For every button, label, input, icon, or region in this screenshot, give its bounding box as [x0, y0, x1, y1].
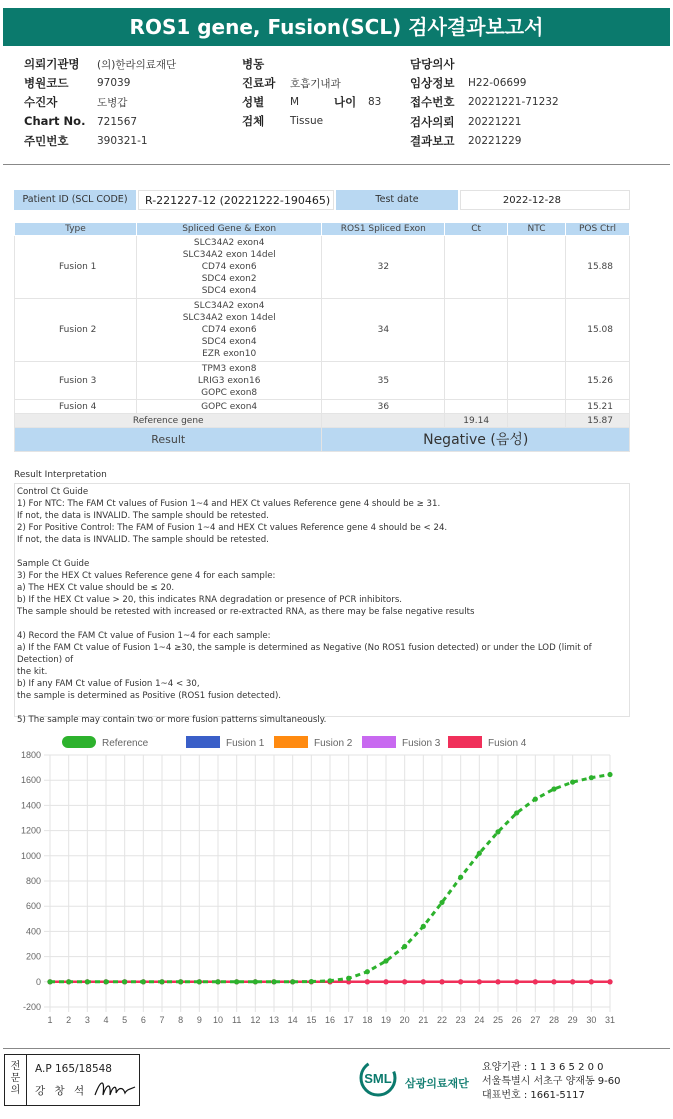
doctor-name: 강 창 석: [35, 1085, 88, 1097]
interpretation-line: a) If the FAM Ct value of Fusion 1~4 ≥30, the sample is determined as Negative (No ROS1 fusion detected) or under the LOD (limit of Detection) of: [17, 643, 592, 665]
x-tick-label: 28: [548, 1015, 560, 1025]
fusion-type: Fusion 3: [15, 362, 137, 400]
x-tick-label: 10: [212, 1015, 224, 1025]
y-tick-label: 1000: [20, 850, 41, 861]
data-point: [85, 979, 90, 984]
patient-id-bar: [14, 190, 630, 210]
info-value: M: [290, 96, 300, 108]
organization-name: 삼광의료재단: [405, 1077, 469, 1090]
test-date-label: Test date: [336, 190, 458, 210]
y-tick-label: 0: [35, 976, 41, 987]
x-tick-label: 27: [530, 1015, 541, 1025]
report-title: ROS1 gene, Fusion(SCL) 검사결과보고서: [3, 8, 670, 46]
y-tick-label: 1600: [20, 775, 41, 786]
info-value: 20221221: [468, 116, 522, 128]
data-point: [477, 979, 482, 984]
fusion-type: Fusion 2: [15, 299, 137, 362]
interpretation-line: If not, the data is INVALID. The sample should be retested.: [17, 535, 269, 545]
reference-ct: 19.14: [445, 414, 508, 428]
gene-line: LRIG3 exon16: [197, 375, 261, 386]
data-point: [402, 944, 407, 949]
interpretation-line: Control Ct Guide: [17, 487, 89, 497]
ros1-exon: 36: [322, 400, 445, 414]
info-row: [242, 56, 264, 72]
data-point: [290, 979, 295, 984]
data-point: [570, 779, 575, 784]
info-label: 의뢰기관명: [24, 57, 80, 71]
table-row: [15, 299, 630, 362]
x-tick-label: 15: [306, 1015, 317, 1025]
info-row: [410, 75, 454, 91]
data-point: [197, 979, 202, 984]
data-point: [66, 979, 71, 984]
data-point: [215, 979, 220, 984]
table-row: [15, 400, 630, 414]
spliced-genes: [136, 299, 322, 362]
address-line: 서울특별시 서초구 양재동 9-60: [482, 1076, 621, 1087]
data-point: [533, 797, 538, 802]
y-tick-label: 600: [25, 901, 41, 912]
x-tick-label: 6: [140, 1015, 146, 1025]
spliced-genes: [136, 400, 322, 414]
x-tick-label: 19: [380, 1015, 392, 1025]
test-date-value: 2022-12-28: [460, 190, 630, 210]
info-value: [290, 95, 299, 108]
data-point: [607, 772, 612, 777]
interpretation-line: [17, 618, 627, 630]
y-tick-label: 200: [25, 951, 41, 962]
info-label: 주민번호: [24, 134, 69, 148]
info-label: 검사의뢰: [410, 115, 455, 129]
data-point: [159, 979, 164, 984]
data-point: [607, 979, 612, 984]
y-tick-label: -200: [22, 1002, 41, 1012]
ct-value: [445, 299, 508, 362]
gene-line: GOPC exon4: [201, 401, 258, 412]
info-row: [24, 75, 68, 91]
info-row: [24, 94, 57, 110]
x-tick-label: 4: [103, 1015, 109, 1025]
interpretation-line: the kit.: [17, 667, 48, 677]
interpretation-line: 1) For NTC: The FAM Ct values of Fusion 1~4 and HEX Ct values Reference gene 4 should be ≥ 31.: [17, 499, 441, 509]
y-tick-label: 1800: [20, 750, 41, 760]
data-point: [477, 851, 482, 856]
data-point: [402, 979, 407, 984]
legend-label: Fusion 3: [402, 738, 441, 749]
ntc-value: [508, 362, 566, 400]
ros1-exon: 35: [322, 362, 445, 400]
info-label: 성별: [242, 95, 265, 109]
info-row: [410, 56, 454, 72]
info-row: [410, 94, 454, 110]
reference-ntc: [508, 414, 566, 428]
data-point: [570, 979, 575, 984]
y-tick-label: 800: [25, 876, 41, 886]
data-point: [533, 979, 538, 984]
data-point: [122, 979, 127, 984]
gene-line: CD74 exon6: [201, 325, 257, 335]
x-tick-label: 8: [178, 1015, 184, 1025]
info-value: [97, 95, 127, 110]
info-value: H22-06699: [468, 77, 527, 89]
interpretation-title: Result Interpretation: [14, 470, 107, 480]
interpretation-line: b) If any FAM Ct value of Fusion 1~4 < 30,: [17, 679, 200, 689]
info-value: 도병갑: [97, 97, 128, 109]
fusion-type: Fusion 4: [15, 400, 137, 414]
info-label: 결과보고: [410, 134, 455, 148]
signature-mark: [93, 1077, 137, 1101]
patient-id-label: Patient ID (SCL CODE): [14, 190, 136, 210]
results-table: [14, 222, 630, 452]
x-tick-label: 7: [159, 1015, 165, 1025]
legend-label: Reference: [102, 738, 149, 749]
ntc-value: [508, 299, 566, 362]
table-header-row: [15, 223, 630, 236]
gene-line: GOPC exon8: [201, 387, 258, 398]
specialist-char: 문: [10, 1073, 21, 1084]
data-point: [495, 829, 500, 834]
interpretation-box: [14, 483, 630, 725]
x-tick-label: 5: [122, 1015, 128, 1025]
interpretation-line: 3) For the HEX Ct values Reference gene 4 for each sample:: [17, 571, 276, 581]
info-label: 검체: [242, 114, 265, 128]
x-tick-label: 11: [231, 1015, 242, 1025]
interpretation-line: 2) For Positive Control: The FAM of Fusion 1~4 and HEX Ct values Reference gene 4 should be < 24.: [17, 523, 448, 533]
reference-pos: 15.87: [566, 414, 630, 428]
x-tick-label: 21: [418, 1015, 429, 1025]
legend-swatch: [448, 736, 482, 748]
ap-number: A.P 165/18548: [35, 1063, 112, 1075]
reference-label: Reference gene: [15, 414, 322, 428]
info-value: [468, 115, 521, 128]
data-point: [365, 979, 370, 984]
info-label: 병원코드: [24, 76, 69, 90]
data-point: [383, 958, 388, 963]
info-value: 호흡기내과: [290, 78, 341, 90]
pos-ctrl-value: 15.26: [566, 362, 630, 400]
x-tick-label: 29: [567, 1015, 578, 1025]
ct-value: [445, 400, 508, 414]
specialist-char: 의: [10, 1085, 21, 1096]
info-row: [242, 94, 264, 110]
data-point: [327, 978, 332, 983]
data-point: [309, 979, 314, 984]
age-label: 나이: [334, 95, 357, 109]
ros1-exon: 34: [322, 299, 445, 362]
patient-id-value: R-221227-12 (20221222-190465): [138, 190, 334, 210]
info-row: [410, 114, 454, 130]
reference-exon: [322, 414, 445, 428]
data-point: [141, 979, 146, 984]
ntc-value: [508, 236, 566, 299]
x-tick-label: 3: [84, 1015, 90, 1025]
info-value: 390321-1: [97, 135, 148, 147]
info-value: [97, 76, 130, 89]
x-tick-label: 24: [474, 1015, 485, 1025]
info-row: [242, 75, 275, 91]
data-point: [47, 979, 52, 984]
data-point: [589, 979, 594, 984]
organization-address: [482, 1061, 621, 1103]
ct-value: [445, 236, 508, 299]
data-point: [439, 979, 444, 984]
specialist-char: 전: [10, 1061, 21, 1072]
pos-ctrl-value: 15.88: [566, 236, 630, 299]
info-value: 20221229: [468, 135, 522, 147]
info-value: [468, 95, 559, 108]
info-value: (의)한라의료재단: [97, 59, 177, 71]
gene-line: EZR exon10: [202, 349, 257, 359]
address-line: 요양기관 : 1 1 3 6 5 2 0 0: [482, 1062, 604, 1073]
gene-line: SLC34A2 exon 14del: [182, 250, 276, 260]
data-point: [551, 786, 556, 791]
y-tick-label: 1400: [20, 800, 41, 811]
sml-logo: [356, 1058, 404, 1100]
data-point: [103, 979, 108, 984]
data-point: [234, 979, 239, 984]
interpretation-line: The sample should be retested with increased or re-extracted RNA, as there may be false negative results: [17, 607, 475, 617]
x-tick-label: 16: [324, 1015, 336, 1025]
ntc-value: [508, 400, 566, 414]
info-row: [24, 133, 68, 149]
data-point: [421, 924, 426, 929]
x-tick-label: 30: [586, 1015, 597, 1025]
info-value: Tissue: [290, 115, 324, 127]
column-header: Type: [15, 223, 137, 236]
data-point: [458, 979, 463, 984]
data-point: [551, 979, 556, 984]
patient-info-block: [24, 56, 664, 152]
gene-line: SLC34A2 exon 14del: [182, 313, 276, 323]
info-label: 진료과: [242, 76, 276, 90]
header-divider: [3, 164, 670, 165]
info-value: 721567: [97, 116, 138, 128]
info-value: [290, 114, 323, 127]
info-value: 97039: [97, 77, 131, 89]
reference-row: [15, 414, 630, 428]
amplification-chart: [0, 728, 673, 1038]
ct-value: [445, 362, 508, 400]
result-label: Result: [15, 428, 322, 452]
info-label: Chart No.: [24, 114, 86, 128]
pos-ctrl-value: 15.21: [566, 400, 630, 414]
info-value: [97, 57, 176, 72]
info-label: 수진자: [24, 95, 58, 109]
data-point: [495, 979, 500, 984]
gene-line: SDC4 exon4: [201, 337, 257, 347]
info-row: [242, 113, 264, 129]
gene-line: SDC4 exon2: [201, 274, 257, 284]
legend-swatch: [274, 736, 308, 748]
legend-label: Fusion 1: [226, 738, 265, 749]
x-tick-label: 1: [47, 1015, 53, 1025]
ros1-exon: 32: [322, 236, 445, 299]
info-label: 병동: [242, 57, 265, 71]
x-tick-label: 18: [362, 1015, 373, 1025]
column-header: POS Ctrl: [566, 223, 630, 236]
x-tick-label: 17: [343, 1015, 354, 1025]
info-row: [410, 133, 454, 149]
gene-line: SLC34A2 exon4: [193, 301, 265, 311]
gene-line: SDC4 exon4: [201, 286, 257, 296]
x-tick-label: 31: [604, 1015, 616, 1025]
column-header: Ct: [445, 223, 508, 236]
info-value: [468, 134, 521, 147]
gene-line: TPM3 exon8: [201, 363, 257, 374]
fusion-type: Fusion 1: [15, 236, 137, 299]
interpretation-line: Sample Ct Guide: [17, 559, 90, 569]
table-row: [15, 236, 630, 299]
x-tick-label: 2: [66, 1015, 72, 1025]
y-tick-label: 400: [25, 926, 41, 937]
data-point: [439, 900, 444, 905]
data-point: [253, 979, 258, 984]
x-tick-label: 12: [250, 1015, 261, 1025]
info-value: [290, 76, 341, 91]
data-point: [458, 875, 463, 880]
specialist-label: [5, 1055, 27, 1105]
data-point: [346, 976, 351, 981]
legend-label: Fusion 4: [488, 738, 527, 749]
result-value: Negative (음성): [322, 428, 630, 452]
column-header: Spliced Gene & Exon: [136, 223, 322, 236]
interpretation-line: 5) The sample may contain two or more fusion patterns simultaneously.: [17, 715, 327, 725]
interpretation-line: If not, the data is INVALID. The sample should be retested.: [17, 511, 269, 521]
interpretation-line: a) The HEX Ct value should be ≤ 20.: [17, 583, 175, 593]
data-point: [178, 979, 183, 984]
info-label: 담당의사: [410, 57, 455, 71]
x-tick-label: 13: [268, 1015, 280, 1025]
info-value: [97, 134, 148, 147]
spliced-genes: [136, 362, 322, 400]
data-point: [514, 810, 519, 815]
info-row: [24, 56, 80, 72]
spliced-genes: [136, 236, 322, 299]
info-value: 20221221-71232: [468, 96, 559, 108]
info-label: 접수번호: [410, 95, 455, 109]
gene-line: SLC34A2 exon4: [193, 238, 265, 248]
interpretation-line: 4) Record the FAM Ct value of Fusion 1~4 for each sample:: [17, 631, 271, 641]
interpretation-line: the sample is determined as Positive (ROS1 fusion detected).: [17, 691, 282, 701]
gene-line: CD74 exon6: [201, 262, 257, 272]
x-tick-label: 26: [511, 1015, 522, 1025]
x-tick-label: 20: [399, 1015, 410, 1025]
legend-label: Fusion 2: [314, 738, 353, 749]
info-row: [24, 114, 85, 128]
x-tick-label: 25: [492, 1015, 504, 1025]
x-tick-label: 9: [196, 1015, 202, 1025]
column-header: ROS1 Spliced Exon: [322, 223, 445, 236]
legend-swatch: [362, 736, 396, 748]
signature-box: [4, 1054, 140, 1106]
info-value: [97, 115, 137, 128]
pos-ctrl-value: 15.08: [566, 299, 630, 362]
result-row: [15, 428, 630, 452]
info-value: [468, 76, 526, 89]
data-point: [514, 979, 519, 984]
column-header: NTC: [508, 223, 566, 236]
x-tick-label: 22: [436, 1015, 448, 1025]
legend-swatch: [62, 736, 96, 748]
interpretation-line: [17, 702, 627, 714]
data-point: [271, 979, 276, 984]
x-tick-label: 14: [287, 1015, 298, 1025]
data-point: [365, 969, 370, 974]
svg-text:SML: SML: [364, 1071, 392, 1086]
age-value: 83: [368, 96, 382, 108]
legend-swatch: [186, 736, 220, 748]
table-row: [15, 362, 630, 400]
footer-divider: [3, 1048, 670, 1049]
data-point: [421, 979, 426, 984]
address-line: 대표번호 : 1661-5117: [482, 1090, 585, 1101]
info-label: 임상정보: [410, 76, 455, 90]
y-tick-label: 1200: [20, 825, 41, 836]
data-point: [383, 979, 388, 984]
interpretation-line: [17, 546, 627, 558]
data-point: [589, 775, 594, 780]
interpretation-line: b) If the HEX Ct value > 20, this indicates RNA degradation or presence of PCR inhibitors.: [17, 595, 403, 605]
x-tick-label: 23: [455, 1015, 466, 1025]
